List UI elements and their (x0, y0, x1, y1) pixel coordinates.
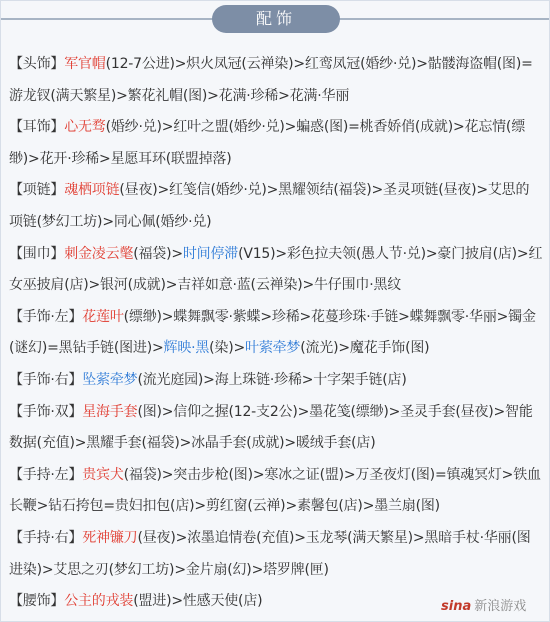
accessory-list (9, 49, 543, 618)
category-label: 【手持·左】 (9, 466, 83, 483)
item-text: (缥缈)>蝶舞飘零·紫蝶>珍稀>花蔓珍珠·手链>蝶舞飘零·华丽>镯金(谜幻)=黑钻手链(图进)> (9, 308, 536, 357)
category-label: 【手饰·右】 (9, 371, 83, 388)
sina-logo: sina (441, 599, 472, 614)
category-label: 【围巾】 (9, 245, 65, 262)
category-label: 【项链】 (9, 182, 65, 199)
category-label: 【手持·右】 (9, 529, 83, 546)
item-text: (流光庭园)>海上珠链·珍稀>十字架手链(店) (137, 371, 407, 388)
section-scarf (9, 239, 543, 302)
watermark-text: 新浪游戏 (474, 599, 527, 614)
item-text: (流光)>魔花手饰(图) (300, 340, 430, 357)
highlight-item: 贵宾犬 (82, 466, 124, 483)
item-text: (昼夜)>红笺信(婚纱·兑)>黑耀领结(福袋)>圣灵项链(昼夜)>艾思的项链(梦幻工坊)>同心佩(婚纱·兑) (9, 182, 530, 230)
item-text: (盟进)>性感天使(店) (133, 593, 263, 610)
highlight-item: 魂栖项链 (64, 182, 120, 199)
item-text: (婚纱·兑)>红叶之盟(婚纱·兑)>蝙惑(图)=桃香娇俏(成就)>花忘情(缥缈)>花开·珍稀>星愿耳环(联盟掉落) (9, 119, 525, 167)
item-text: (昼夜)>浓墨追情卷(充值)>玉龙琴(满天繁星)>黑暗手杖·华丽(图进染)>艾思之刃(梦幻工坊)>金片扇(幻)>塔罗牌(匣) (9, 529, 531, 578)
item-text: (福袋)>突击步枪(图)>寒冰之证(盟)>万圣夜灯(图)=镇魂冥灯>铁血长鞭>钻石挎包=贵妇扣包(店)>剪红窗(云禅)>素馨包(店)>墨兰扇(图) (9, 466, 541, 515)
highlight-item: 星海手套 (82, 403, 138, 420)
highlight-item-blue: 叶萦牵梦 (245, 340, 301, 357)
item-text: (V15)>彩色拉夫领(愚人节·兑)>豪门披肩(店)>红女巫披肩(店)>银河(成就)>吉祥如意·蓝(云禅染)>牛仔围巾·黑纹 (9, 245, 543, 294)
section-held-right (9, 523, 543, 586)
highlight-item: 死神镰刀 (82, 529, 138, 546)
section-hand-left (9, 302, 543, 365)
page-title: 配饰 (212, 5, 340, 33)
section-head (9, 49, 543, 112)
category-label: 【头饰】 (9, 56, 65, 72)
section-hand-both (9, 397, 543, 460)
category-label: 【手饰·双】 (9, 403, 83, 420)
item-text: (图)>信仰之握(12-支2公)>墨花笺(缥缈)>圣灵手套(昼夜)>智能数据(充值)>黑耀手套(福袋)>冰晶手套(成就)>暖绒手套(店) (9, 403, 533, 452)
highlight-item: 军官帽 (64, 56, 106, 72)
section-necklace (9, 175, 543, 238)
section-ear (9, 112, 543, 175)
item-text: (12-7公进)>炽火凤冠(云禅染)>红鸾凤冠(婚纱·兑)>骷髅海盗帽(图)=游龙钗(满天繁星)>繁花礼帽(图)>花满·珍稀>花满·华丽 (9, 56, 533, 104)
highlight-item-blue: 辉映·黑 (163, 340, 210, 357)
highlight-item: 刺金凌云氅 (64, 245, 134, 262)
section-held-left (9, 460, 543, 523)
item-text: (福袋)> (133, 245, 183, 262)
section-hand-right (9, 365, 543, 397)
highlight-item-blue: 时间停滞 (182, 245, 239, 262)
sina-watermark (441, 595, 526, 615)
highlight-item: 公主的戎装 (64, 593, 134, 610)
highlight-item: 心无骛 (64, 119, 106, 136)
highlight-item: 花莲叶 (82, 308, 124, 325)
category-label: 【腰饰】 (9, 593, 65, 610)
category-label: 【耳饰】 (9, 119, 65, 136)
highlight-item-blue: 坠萦牵梦 (82, 371, 138, 388)
category-label: 【手饰·左】 (9, 308, 83, 325)
item-text: (染)> (209, 340, 246, 357)
